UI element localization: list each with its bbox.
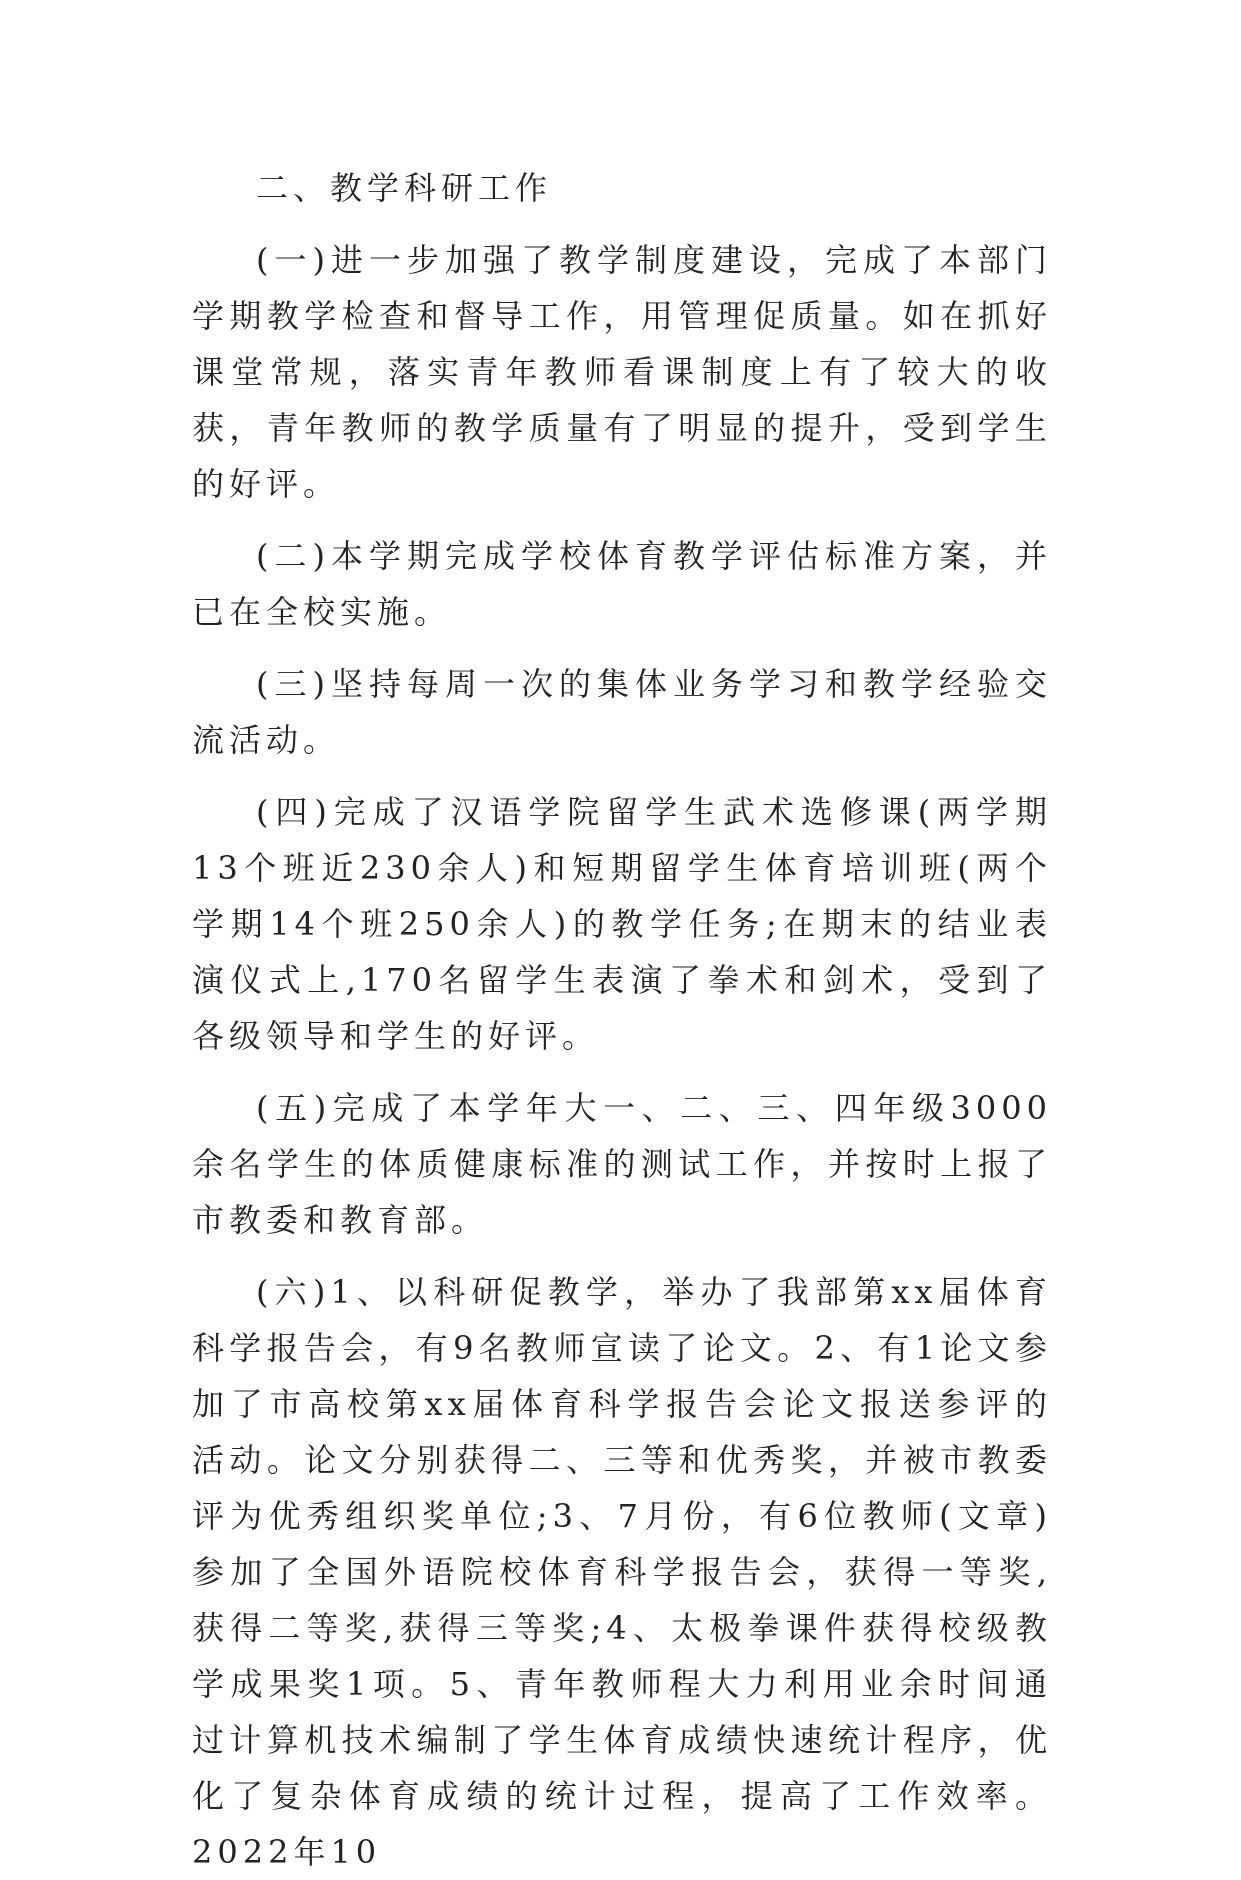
- paragraph-3: (三)坚持每周一次的集体业务学习和教学经验交流活动。: [192, 665, 1052, 759]
- paragraph-4: (四)完成了汉语学院留学生武术选修课(两学期13个班近230余人)和短期留学生体育培训班(两个学期14个班250余人)的教学任务;在期末的结业表演仪式上,170名留学生表演了拳术和剑术，受到了各级领导和学生的好评。: [192, 793, 1052, 1055]
- section-heading: 二、教学科研工作: [256, 169, 553, 207]
- paragraph-5: (五)完成了本学年大一、二、三、四年级3000余名学生的体质健康标准的测试工作，并按时上报了市教委和教育部。: [192, 1089, 1052, 1239]
- paragraph-6: (六)1、以科研促教学，举办了我部第xx届体育科学报告会，有9名教师宣读了论文。2、有1论文参加了市高校第xx届体育科学报告会论文报送参评的活动。论文分别获得二、三等和优秀奖，并被市教委评为优秀组织奖单位;3、7月份，有6位教师(文章)参加了全国外语院校体育科学报告会，获得一等奖,获得二等奖,获得三等奖;4、太极拳课件获得校级教学成果奖1项。5、青年教师程大力利用业余时间通过计算机技术编制了学生体育成绩快速统计程序，优化了复杂体育成绩的统计过程，提高了工作效率。2022年10: [192, 1273, 1052, 1871]
- document-body: [192, 160, 1052, 1880]
- paragraph-2: (二)本学期完成学校体育教学评估标准方案，并已在全校实施。: [192, 537, 1052, 631]
- paragraph-1: (一)进一步加强了教学制度建设，完成了本部门学期教学检查和督导工作，用管理促质量。如在抓好课堂常规，落实青年教师看课制度上有了较大的收获，青年教师的教学质量有了明显的提升，受到学生的好评。: [192, 241, 1052, 503]
